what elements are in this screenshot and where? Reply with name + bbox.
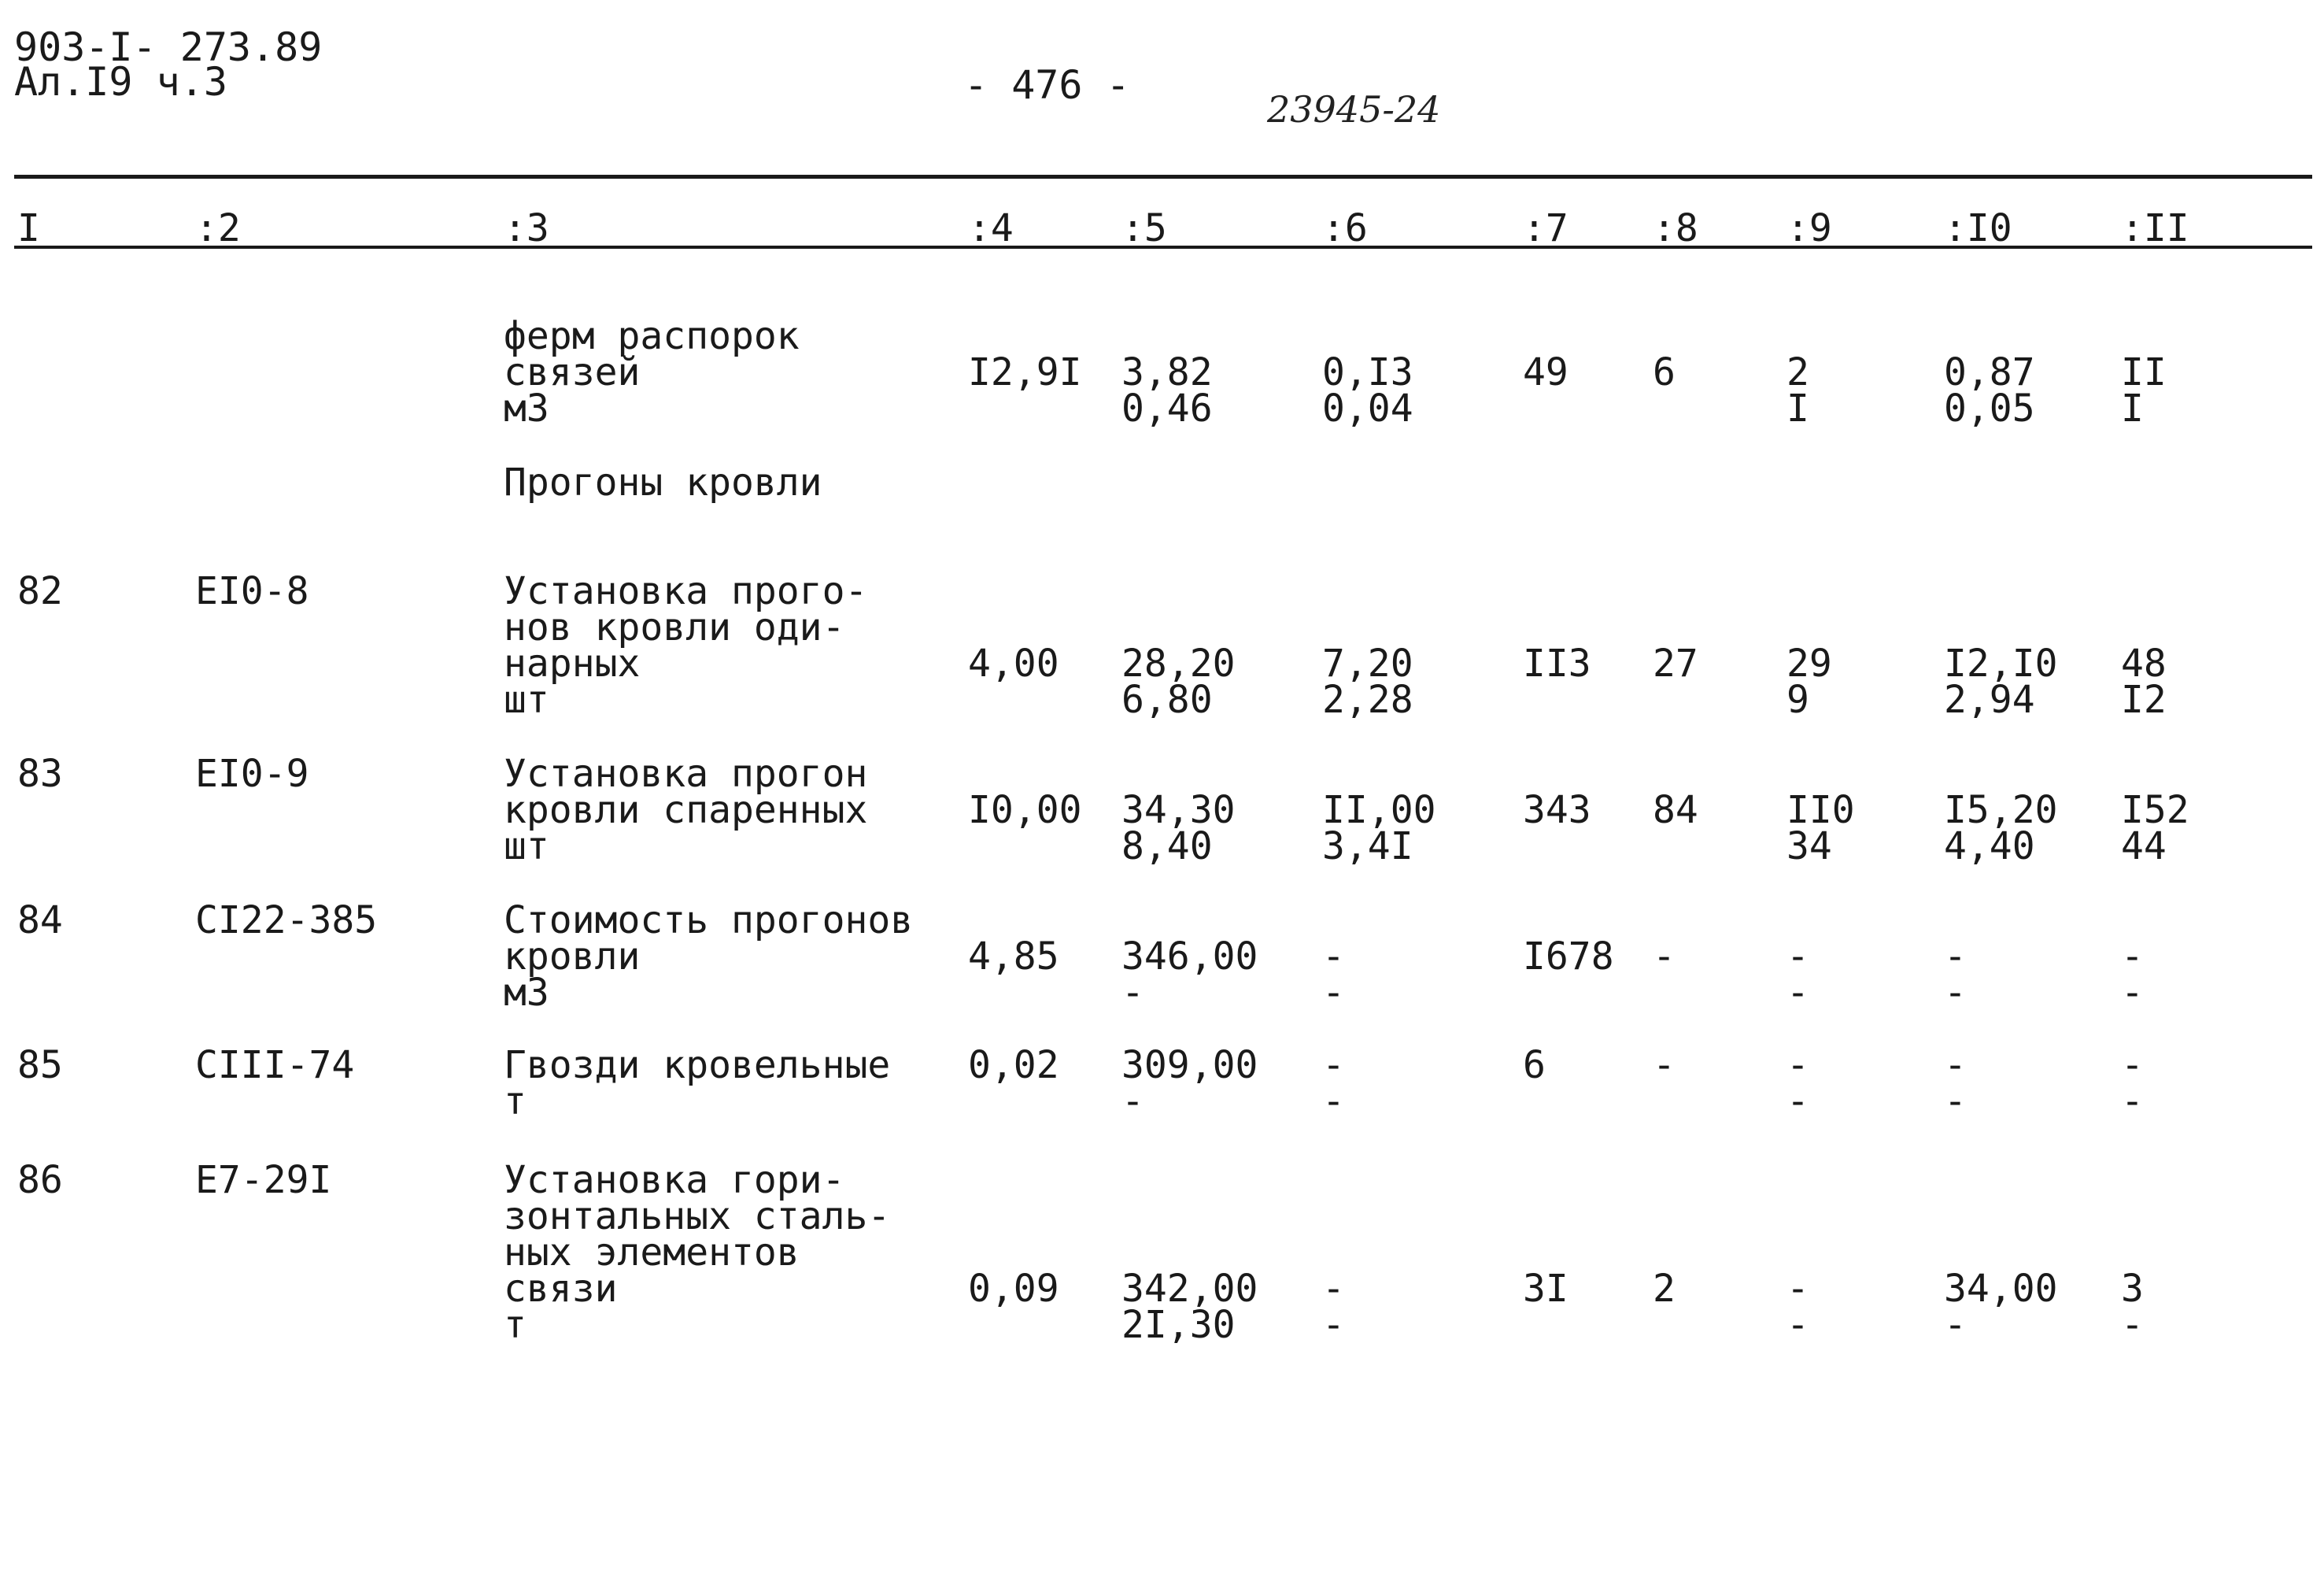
labor-unit-line: 0,05 (1944, 387, 2035, 431)
total-cost: 3I (1523, 1267, 1568, 1311)
labor-unit-line: - (1944, 1303, 1967, 1347)
unit-cost (1121, 1043, 1258, 1123)
work-description-line: нарных (504, 642, 641, 686)
rate-code: CIII-74 (195, 1043, 355, 1087)
unit-cost-line: - (1121, 1079, 1144, 1123)
page-number: - 476 - (964, 62, 1130, 108)
quantity: 0,02 (968, 1043, 1059, 1087)
labor-unit-line: - (1944, 1043, 1967, 1087)
labor-total-line: - (2121, 971, 2144, 1015)
doc-number: 903-I- 273.89 (14, 24, 323, 70)
labor-total (2121, 350, 2167, 431)
labor-unit-line: - (1944, 934, 1967, 979)
labor-total (2121, 642, 2167, 722)
labor-total-line: 3 (2121, 1267, 2144, 1311)
machine-cost-line: - (1786, 1267, 1809, 1311)
labor-unit-line: 2,94 (1944, 678, 2035, 722)
labor-unit-line: 4,40 (1944, 824, 2035, 868)
unit-wage-line: - (1322, 1267, 1345, 1311)
column-header-5: :5 (1121, 206, 1167, 250)
machine-cost-line: - (1786, 1079, 1809, 1123)
row-number: 84 (17, 898, 63, 942)
total-cost: II3 (1523, 642, 1591, 686)
column-header-7: :7 (1523, 206, 1568, 250)
machine-cost (1786, 642, 1832, 722)
unit-cost-line: 309,00 (1121, 1043, 1258, 1087)
machine-cost-line: 29 (1786, 642, 1832, 686)
column-header-1: I (17, 206, 40, 250)
work-description-line: Установка прого- (504, 569, 868, 613)
labor-total-line: 44 (2121, 824, 2167, 868)
unit-wage (1322, 934, 1345, 1015)
work-description-line: шт (504, 678, 549, 722)
rate-code: EI0-8 (195, 569, 309, 613)
unit-wage-line: - (1322, 1043, 1345, 1087)
unit-cost-line: 8,40 (1121, 824, 1213, 868)
labor-unit-line: 0,87 (1944, 350, 2035, 394)
machine-cost (1786, 1267, 1809, 1347)
top-rule (14, 175, 2312, 179)
labor-total-line: - (2121, 1079, 2144, 1123)
labor-unit-line: - (1944, 1079, 1967, 1123)
column-header-2: :2 (195, 206, 241, 250)
rate-code: E7-29I (195, 1158, 332, 1202)
labor-unit (1944, 642, 2058, 722)
unit-wage (1322, 350, 1413, 431)
row-number: 86 (17, 1158, 63, 1202)
quantity: I2,9I (968, 350, 1082, 394)
machine-cost-line: 2 (1786, 350, 1809, 394)
total-cost: 343 (1523, 788, 1591, 832)
unit-wage-line: 2,28 (1322, 678, 1413, 722)
machine-cost-line: - (1786, 1043, 1809, 1087)
column-header-4: :4 (968, 206, 1014, 250)
work-description-line: Установка прогон (504, 752, 868, 796)
unit-cost-line: - (1121, 971, 1144, 1015)
row-number: 82 (17, 569, 63, 613)
work-description-line: Установка гори- (504, 1158, 845, 1202)
unit-cost-line: 34,30 (1121, 788, 1236, 832)
unit-wage (1322, 788, 1436, 868)
machine-cost-line: - (1786, 971, 1809, 1015)
unit-cost-line: 28,20 (1121, 642, 1236, 686)
machine-cost-line: 34 (1786, 824, 1832, 868)
total-wage: - (1653, 1043, 1676, 1087)
column-header-6: :6 (1322, 206, 1368, 250)
labor-total-line: I2 (2121, 678, 2167, 722)
rate-code: CI22-385 (195, 898, 378, 942)
quantity: 4,85 (968, 934, 1059, 979)
work-description (504, 569, 868, 722)
row-number: 83 (17, 752, 63, 796)
labor-unit (1944, 1043, 1967, 1123)
quantity: 4,00 (968, 642, 1059, 686)
unit-cost-line: 2I,30 (1121, 1303, 1236, 1347)
unit-wage (1322, 1043, 1345, 1123)
machine-cost (1786, 934, 1809, 1015)
column-header-8: :8 (1653, 206, 1698, 250)
work-description-line: нов кровли оди- (504, 605, 845, 649)
labor-total (2121, 934, 2144, 1015)
quantity: I0,00 (968, 788, 1082, 832)
total-wage: 2 (1653, 1267, 1676, 1311)
work-description-line: связей (504, 350, 641, 394)
unit-wage (1322, 1267, 1345, 1347)
labor-total-line: 48 (2121, 642, 2167, 686)
labor-total-line: II (2121, 350, 2167, 394)
labor-unit-line: 34,00 (1944, 1267, 2058, 1311)
unit-wage-line: - (1322, 971, 1345, 1015)
labor-total-line: - (2121, 934, 2144, 979)
total-cost: I678 (1523, 934, 1614, 979)
labor-unit (1944, 934, 1967, 1015)
total-cost: 49 (1523, 350, 1568, 394)
labor-unit-line: I2,I0 (1944, 642, 2058, 686)
unit-cost (1121, 1267, 1258, 1347)
work-description-line: Стоимость прогонов (504, 898, 914, 942)
work-description-line: ных элементов (504, 1230, 800, 1275)
labor-total (2121, 1267, 2144, 1347)
labor-total-line: - (2121, 1303, 2144, 1347)
row-number: 85 (17, 1043, 63, 1087)
work-description-line: связи (504, 1267, 618, 1311)
total-wage: - (1653, 934, 1676, 979)
column-header-10: :I0 (1944, 206, 2012, 250)
unit-wage-line: - (1322, 1079, 1345, 1123)
work-description-line: кровли спаренных (504, 788, 868, 832)
labor-total-line: I52 (2121, 788, 2189, 832)
machine-cost-line: I (1786, 387, 1809, 431)
labor-unit (1944, 1267, 2058, 1347)
total-wage: 6 (1653, 350, 1676, 394)
unit-cost (1121, 350, 1213, 431)
work-description-line: зонтальных сталь- (504, 1194, 891, 1238)
quantity: 0,09 (968, 1267, 1059, 1311)
total-wage: 27 (1653, 642, 1698, 686)
labor-total (2121, 788, 2189, 868)
machine-cost-line: - (1786, 1303, 1809, 1347)
rate-code: EI0-9 (195, 752, 309, 796)
unit-wage-line: 3,4I (1322, 824, 1413, 868)
work-description-line: шт (504, 824, 549, 868)
unit-cost-line: 6,80 (1121, 678, 1213, 722)
labor-unit-line: - (1944, 971, 1967, 1015)
machine-cost-line: 9 (1786, 678, 1809, 722)
column-header-3: :3 (504, 206, 549, 250)
unit-wage-line: - (1322, 1303, 1345, 1347)
machine-cost (1786, 350, 1809, 431)
unit-cost-line: 342,00 (1121, 1267, 1258, 1311)
unit-cost-line: 0,46 (1121, 387, 1213, 431)
labor-total (2121, 1043, 2144, 1123)
work-description-line: Гвозди кровельные (504, 1043, 891, 1087)
section-title: Прогоны кровли (504, 461, 822, 505)
work-description-line: м3 (504, 387, 549, 431)
machine-cost-line: - (1786, 934, 1809, 979)
unit-cost-line: 346,00 (1121, 934, 1258, 979)
work-description (504, 1158, 891, 1347)
column-header-11: :II (2121, 206, 2189, 250)
handwritten-code: 23945-24 (1267, 88, 1441, 131)
unit-wage-line: - (1322, 934, 1345, 979)
total-wage: 84 (1653, 788, 1698, 832)
column-header-9: :9 (1786, 206, 1832, 250)
work-description-line: т (504, 1079, 527, 1123)
work-description-line: т (504, 1303, 527, 1347)
total-cost: 6 (1523, 1043, 1546, 1087)
unit-wage-line: 0,I3 (1322, 350, 1413, 394)
work-description-line: м3 (504, 971, 549, 1015)
labor-total-line: - (2121, 1043, 2144, 1087)
work-description (504, 314, 800, 431)
labor-unit (1944, 788, 2058, 868)
labor-unit (1944, 350, 2035, 431)
unit-wage-line: 7,20 (1322, 642, 1413, 686)
work-description-line: ферм распорок (504, 314, 800, 358)
unit-cost (1121, 642, 1236, 722)
unit-cost-line: 3,82 (1121, 350, 1213, 394)
machine-cost (1786, 788, 1855, 868)
work-description (504, 898, 914, 1015)
work-description (504, 1043, 891, 1123)
unit-cost (1121, 788, 1236, 868)
machine-cost-line: II0 (1786, 788, 1855, 832)
unit-wage (1322, 642, 1413, 722)
unit-wage-line: II,00 (1322, 788, 1436, 832)
work-description-line: кровли (504, 934, 641, 979)
labor-unit-line: I5,20 (1944, 788, 2058, 832)
machine-cost (1786, 1043, 1809, 1123)
unit-wage-line: 0,04 (1322, 387, 1413, 431)
album-part: Ал.I9 ч.3 (14, 59, 227, 105)
work-description (504, 752, 868, 868)
labor-total-line: I (2121, 387, 2144, 431)
unit-cost (1121, 934, 1258, 1015)
